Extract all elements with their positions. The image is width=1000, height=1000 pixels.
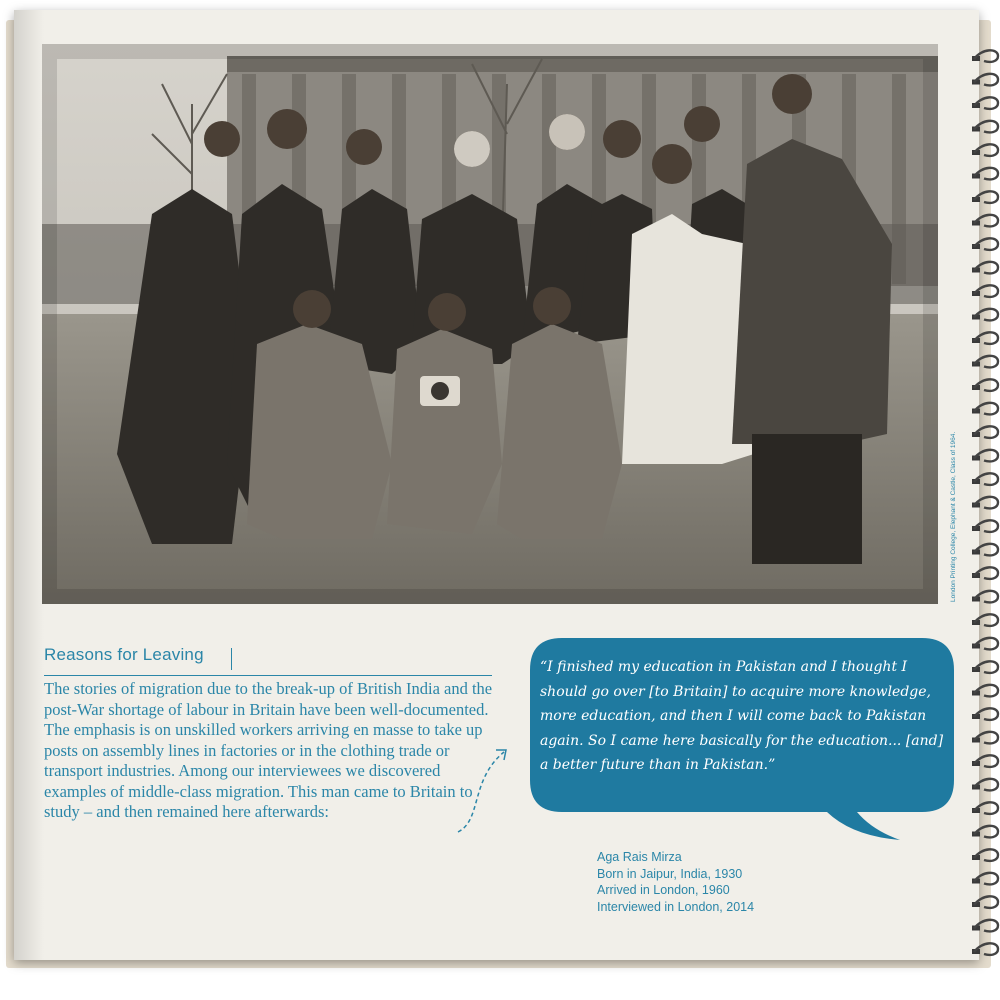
title-divider-tick bbox=[231, 648, 232, 670]
arrival-info: Arrived in London, 1960 bbox=[597, 883, 730, 897]
birth-info: Born in Jaipur, India, 1930 bbox=[597, 866, 743, 881]
section-title: Reasons for Leaving bbox=[44, 645, 204, 664]
photo-caption: London Printing College, Elephant & Castle, Class of 1964. bbox=[950, 431, 957, 602]
quote-attribution bbox=[597, 849, 754, 915]
title-underline bbox=[44, 675, 492, 676]
dashed-arrow-icon bbox=[452, 740, 512, 840]
interviewee-name: Aga Rais Mirza bbox=[597, 850, 682, 864]
spiral-binding-icon bbox=[962, 40, 1000, 960]
page-gutter-shade bbox=[14, 10, 44, 960]
group-photograph-image bbox=[42, 44, 938, 604]
interview-info: Interviewed in London, 2014 bbox=[597, 899, 755, 914]
group-photograph bbox=[42, 44, 938, 604]
interview-quote: “I finished my education in Pakistan and I thought I should go over [to Britain] to acquire more knowledge, more education, and then I will come back to Pakistan again. So I came here basically for the education... [and] a better future than in Pakistan.” bbox=[540, 659, 944, 773]
section-body: The stories of migration due to the break-up of British India and the post-War shortage of labour in Britain have been well-documented. The emphasis is on unskilled workers arriving en masse to take up posts on assembly lines in factories or in the clothing trade or transport industries. Among our interviewees we discovered examples of middle-class migration. This man came to Britain to study – and then remained here afterwards: bbox=[44, 679, 493, 821]
